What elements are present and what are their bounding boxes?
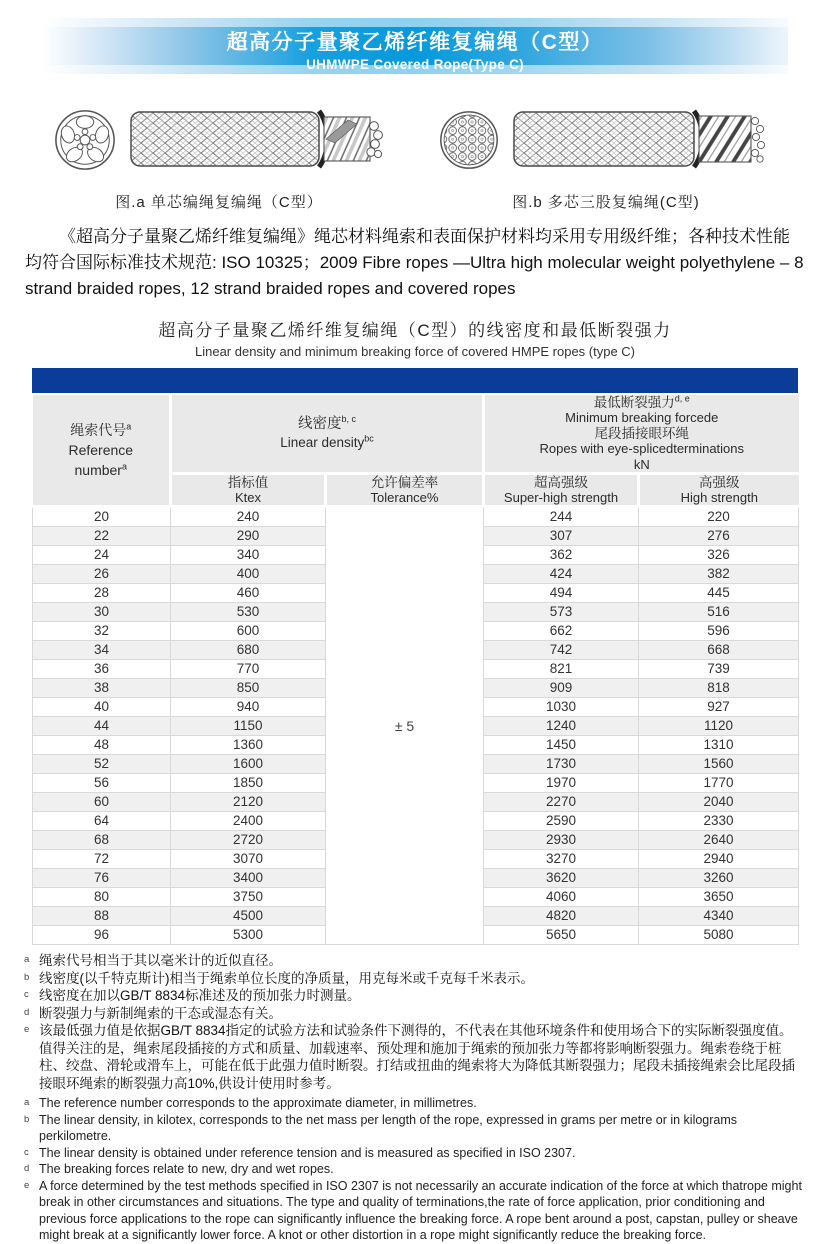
footnote-text: 断裂强力与新制绳索的干态或湿态有关。 [39, 1005, 282, 1021]
cell-high-strength: 445 [639, 584, 799, 603]
cell-high-strength: 516 [639, 603, 799, 622]
tolerance-cell: ± 5 [326, 507, 484, 945]
table-body [33, 507, 799, 945]
cell-reference-number: 28 [33, 584, 171, 603]
rope-b-side-view-image [512, 103, 774, 177]
cell-super-high-strength: 244 [484, 507, 639, 527]
cell-reference-number: 96 [33, 926, 171, 945]
cell-ktex: 460 [171, 584, 326, 603]
cell-high-strength: 2330 [639, 812, 799, 831]
cell-reference-number: 26 [33, 565, 171, 584]
cell-high-strength: 3650 [639, 888, 799, 907]
cell-super-high-strength: 494 [484, 584, 639, 603]
cell-super-high-strength: 3270 [484, 850, 639, 869]
cell-super-high-strength: 1730 [484, 755, 639, 774]
cell-super-high-strength: 4060 [484, 888, 639, 907]
cell-super-high-strength: 307 [484, 527, 639, 546]
footnote-text: 绳索代号相当于其以毫米计的近似直径。 [39, 953, 282, 969]
header-super-high-strength: 超高强级 Super-high strength [484, 474, 639, 507]
figure-b-artwork [410, 96, 802, 184]
cell-ktex: 850 [171, 679, 326, 698]
cell-ktex: 940 [171, 698, 326, 717]
footnote-text: The linear density is obtained under reference tension and is measured as specified in ISO 2307. [39, 1145, 576, 1160]
cell-high-strength: 4340 [639, 907, 799, 926]
cell-reference-number: 48 [33, 736, 171, 755]
footnote-letter: b [24, 1113, 30, 1125]
cell-super-high-strength: 909 [484, 679, 639, 698]
cell-high-strength: 818 [639, 679, 799, 698]
cell-super-high-strength: 362 [484, 546, 639, 565]
header-reference-number: 绳索代号$^a$ Reference number$^a$ [33, 395, 171, 507]
cell-super-high-strength: 2590 [484, 812, 639, 831]
cell-super-high-strength: 821 [484, 660, 639, 679]
footnote-text: 该最低强力值是依据GB/T 8834指定的试验方法和试验条件下测得的，不代表在其他环境条件和使用场合下的实际断裂强度值。值得关注的是，绳索尾段插接的方式和质量、加载速率、预处理和施加于绳索的预加张力等都将影响断裂强力。绳索卷绕于桩柱、绞盘、滑轮或滑车上，可能在低于此强力值时断裂。打结或扭曲的绳索将大为降低其断裂强力；尾段未插接绳索会比尾段插接眼环绳索的断裂强力高10%,供设计使用时参考。 [39, 1023, 795, 1091]
cell-ktex: 1360 [171, 736, 326, 755]
cell-ktex: 2720 [171, 831, 326, 850]
footnote-letter: d [24, 1006, 30, 1018]
footnote-text: A force determined by the test methods specified in ISO 2307 is not necessarily an accurate indication of the force at which thatrope might break in other circumstances and situations. The type and quality of terminations,the rate of force application, prior conditioning and previous force applications to the rope can significantly influence the breaking force. A rope bent around a post, capstan, pulley or sheave might break at a significantly lower force. A knot or other distortion in a rope might significantly reduce the breaking force. [39, 1178, 802, 1243]
cell-ktex: 2400 [171, 812, 326, 831]
cell-high-strength: 326 [639, 546, 799, 565]
footnote-letter: c [24, 1146, 29, 1158]
table-top-bar [32, 368, 798, 393]
cell-super-high-strength: 573 [484, 603, 639, 622]
footnotes-zh [24, 952, 806, 1092]
footnote-text: 线密度(以千特克斯计)相当于绳索单位长度的净质量，用克每米或千克每千米表示。 [39, 970, 534, 986]
cell-high-strength: 596 [639, 622, 799, 641]
cell-reference-number: 22 [33, 527, 171, 546]
footnote-text: The linear density, in kilotex, corresponds to the net mass per length of the rope, expressed in grams per metre or in kilograms perkilometre. [39, 1112, 738, 1144]
footnote-item [24, 987, 806, 1005]
cell-reference-number: 76 [33, 869, 171, 888]
cell-high-strength: 382 [639, 565, 799, 584]
header-tolerance: 允许偏差率 Tolerance% [326, 474, 484, 507]
cell-high-strength: 220 [639, 507, 799, 527]
footnote-item [24, 1095, 806, 1112]
spec-table [32, 395, 799, 945]
cell-super-high-strength: 2930 [484, 831, 639, 850]
page-title-en: UHMWPE Covered Rope(Type C) [306, 57, 524, 72]
cell-high-strength: 1310 [639, 736, 799, 755]
table-heading-zh: 超高分子量聚乙烯纤维复编绳（C型）的线密度和最低断裂强力 [158, 321, 672, 340]
cell-ktex: 600 [171, 622, 326, 641]
table-heading-en: Linear density and minimum breaking force of covered HMPE ropes (type C) [194, 344, 636, 359]
rope-b-cross-section-image [438, 109, 500, 171]
cell-ktex: 240 [171, 507, 326, 527]
cell-super-high-strength: 4820 [484, 907, 639, 926]
spec-table-wrap [32, 368, 798, 945]
cell-reference-number: 44 [33, 717, 171, 736]
figure-b-caption: 图.b 多芯三股复编绳(C型) [512, 194, 700, 211]
table-row [33, 507, 799, 527]
header-ktex: 指标值 Ktex [171, 474, 326, 507]
cell-ktex: 1150 [171, 717, 326, 736]
cell-reference-number: 30 [33, 603, 171, 622]
cell-reference-number: 20 [33, 507, 171, 527]
datasheet-page [0, 18, 830, 1243]
cell-reference-number: 40 [33, 698, 171, 717]
cell-reference-number: 88 [33, 907, 171, 926]
cell-ktex: 4500 [171, 907, 326, 926]
cell-ktex: 3400 [171, 869, 326, 888]
cell-high-strength: 2040 [639, 793, 799, 812]
page-banner [42, 18, 788, 74]
cell-ktex: 1850 [171, 774, 326, 793]
footnote-text: The reference number corresponds to the approximate diameter, in millimetres. [39, 1096, 477, 1111]
header-breaking-force-group: 最低断裂强力$^{d, e}$ Minimum breaking forcede 尾段插接眼环绳 Ropes with eye-splicedterminations kN [484, 395, 799, 474]
cell-super-high-strength: 5650 [484, 926, 639, 945]
cell-super-high-strength: 2270 [484, 793, 639, 812]
footnote-text: The breaking forces relate to new, dry and wet ropes. [39, 1162, 334, 1177]
cell-high-strength: 739 [639, 660, 799, 679]
footnote-item [24, 952, 806, 970]
header-linear-density-group: 线密度$^{b, c}$ Linear density$^{bc}$ [171, 395, 484, 474]
page-title-zh: 超高分子量聚乙烯纤维复编绳（C型） [226, 31, 604, 54]
cell-reference-number: 24 [33, 546, 171, 565]
cell-ktex: 1600 [171, 755, 326, 774]
footnote-letter: e [24, 1179, 30, 1191]
footnote-item [24, 1022, 806, 1092]
cell-high-strength: 1560 [639, 755, 799, 774]
cell-super-high-strength: 742 [484, 641, 639, 660]
header-high-strength: 高强级 High strength [639, 474, 799, 507]
cell-super-high-strength: 1240 [484, 717, 639, 736]
cell-ktex: 530 [171, 603, 326, 622]
footnote-letter: c [24, 989, 29, 1001]
figure-b [410, 96, 802, 212]
footnote-item [24, 970, 806, 988]
footnote-item [24, 1145, 806, 1162]
cell-high-strength: 276 [639, 527, 799, 546]
footnote-item [24, 1005, 806, 1023]
cell-super-high-strength: 1030 [484, 698, 639, 717]
cell-reference-number: 80 [33, 888, 171, 907]
footnote-item [24, 1178, 806, 1244]
cell-reference-number: 34 [33, 641, 171, 660]
cell-high-strength: 1120 [639, 717, 799, 736]
cell-ktex: 5300 [171, 926, 326, 945]
cell-reference-number: 68 [33, 831, 171, 850]
cell-high-strength: 927 [639, 698, 799, 717]
footnote-letter: e [24, 1024, 30, 1036]
figure-a-artwork [28, 96, 410, 184]
cell-super-high-strength: 424 [484, 565, 639, 584]
cell-super-high-strength: 3620 [484, 869, 639, 888]
cell-high-strength: 5080 [639, 926, 799, 945]
footnote-item [24, 1112, 806, 1145]
cell-high-strength: 1770 [639, 774, 799, 793]
cell-ktex: 400 [171, 565, 326, 584]
cell-high-strength: 3260 [639, 869, 799, 888]
footnote-letter: b [24, 971, 30, 983]
figure-a [28, 96, 410, 212]
cell-reference-number: 36 [33, 660, 171, 679]
footnote-letter: a [24, 1097, 30, 1109]
footnote-letter: a [24, 954, 30, 966]
footnote-letter: d [24, 1163, 30, 1175]
cell-ktex: 340 [171, 546, 326, 565]
cell-high-strength: 668 [639, 641, 799, 660]
cell-reference-number: 72 [33, 850, 171, 869]
cell-super-high-strength: 662 [484, 622, 639, 641]
cell-reference-number: 38 [33, 679, 171, 698]
cell-high-strength: 2940 [639, 850, 799, 869]
cell-ktex: 2120 [171, 793, 326, 812]
footnotes-en [24, 1095, 806, 1244]
cell-reference-number: 32 [33, 622, 171, 641]
cell-high-strength: 2640 [639, 831, 799, 850]
cell-reference-number: 52 [33, 755, 171, 774]
cell-ktex: 770 [171, 660, 326, 679]
cell-super-high-strength: 1450 [484, 736, 639, 755]
intro-paragraph: 《超高分子量聚乙烯纤维复编绳》绳芯材料绳索和表面保护材料均采用专用级纤维；各种技术性能均符合国际标准技术规范: ISO 10325；2009 Fibre ropes —Ultra high molecular weight polyethylene – 8 strand braided ropes, 12 strand braided ropes and covered ropes [25, 227, 804, 298]
cell-super-high-strength: 1970 [484, 774, 639, 793]
cell-reference-number: 60 [33, 793, 171, 812]
cell-ktex: 290 [171, 527, 326, 546]
rope-a-cross-section-image [53, 108, 117, 172]
footnote-item [24, 1161, 806, 1178]
figures-row [28, 96, 802, 212]
table-heading [0, 316, 830, 359]
cell-reference-number: 64 [33, 812, 171, 831]
footnote-text: 线密度在加以GB/T 8834标准述及的预加张力时测量。 [39, 988, 361, 1004]
figure-a-caption: 图.a 单芯编绳复编绳（C型） [115, 194, 323, 211]
cell-ktex: 3070 [171, 850, 326, 869]
table-header [33, 395, 799, 507]
cell-ktex: 680 [171, 641, 326, 660]
cell-ktex: 3750 [171, 888, 326, 907]
cell-reference-number: 56 [33, 774, 171, 793]
rope-a-side-view-image [129, 103, 385, 177]
